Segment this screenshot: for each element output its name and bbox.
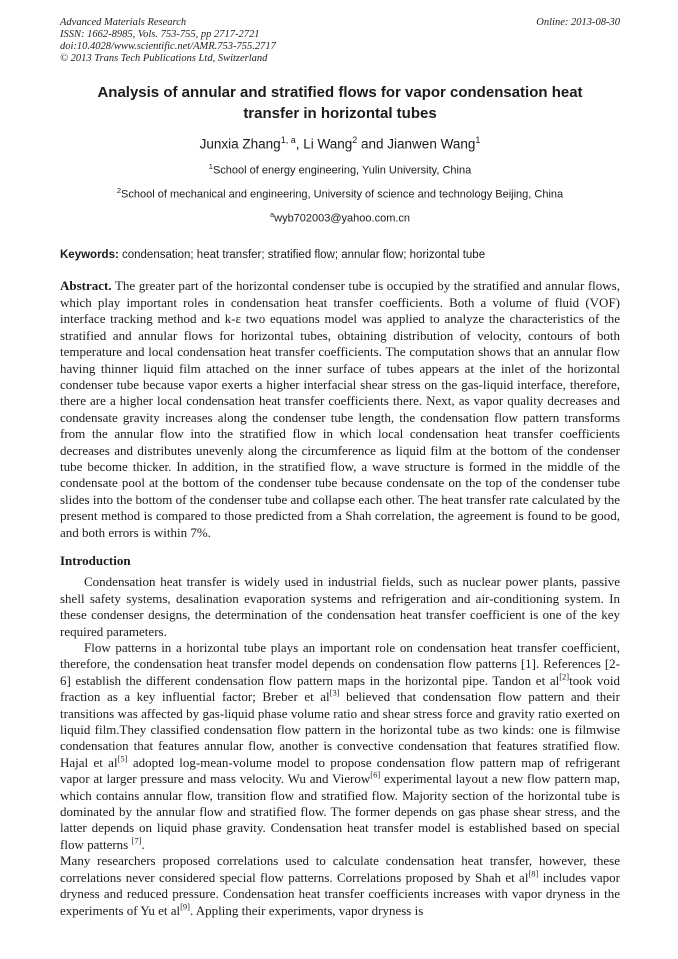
affiliation-1: $^1$School of energy engineering, Yulin University, China [208,161,472,177]
keywords-line [60,249,620,261]
keywords-label: Keywords: [60,249,119,262]
copyright-line: © 2013 Trans Tech Publications Ltd, Switzerland [60,53,268,64]
abstract-text: The greater part of the horizontal condenser tube is occupied by the stratified and annular flows, which play important roles in condensation heat transfer coefficients. Both a volume of fluid (VOF) interface tracking method and k-ε two equations model was applied to analyze the characteristics of the stratified and annular flows for horizontal tubes, obtaining distribution of velocity, contours of both temperature and local condensation heat transfer coefficients. The computation shows that an annular flow having thinner liquid film attached on the inner surface of tubes appears at the inlet of the horizontal condenser tube because vapor exerts a higher interfacial shear stress on the gas-liquid interface, therefore, there are a higher local condensation heat transfer coefficients there. Next, as vapor quality decreases and condensate gravity increases along the condenser tube length, the condensation flow pattern transforms from the annular flow into the stratified flow in which local condensation heat transfer coefficients decreases and distributes unevenly along the circumference as liquid film at the bottom of the condenser tube become thicker. In addition, in the stratified flow, a wave structure is formed in the middle of the condensate pool at the bottom of the condenser tube because condensate on the top of the condenser tube slides into the bottom of the condenser tube and collapse each other. The heat transfer rate calculated by the present method is compared to those predicted from a Shah correlation, the agreement is found to be good, and both errors is within 7%. [60,278,620,540]
abstract-label: Abstract. [60,278,112,294]
author-email: $^a$wyb702003@yahoo.com.cn [269,209,411,225]
intro-paragraph-2: Flow patterns in a horizontal tube plays an important role on condensation heat transfer coefficient, therefore, the condensation heat transfer model depends on condensation flow patterns [1]. References [2-6] establish the different condensation flow pattern maps in the horizontal pipe. Tandon et al[2]took void fraction as a key influential factor; Breber et al[3] believed that condensation flow pattern and their transitions was affected by gas-liquid phase volume ratio and shear stress force and gravity ratio exerted on liquid film.They classified condensation flow pattern in the horizontal tube as two kinds: one is filmwise condensation that features annular flow, another is convective condensation that features stratified flow. Hajal et al[5] adopted log-mean-volume model to propose condensation flow pattern map of refrigerant vapor at larger pressure and mass velocity. Wu and Vierow[6] experimental layout a new flow pattern map, which contains annular flow, transition flow and stratified flow. Majority section of the horizontal tube is dominated by the annular flow and stratified flow. The former depends on gas phase shear stress, and the latter depends on liquid phase gravity. Condensation heat transfer model is established based on special flow patterns [7]. [60,640,620,852]
intro-paragraph-1: Condensation heat transfer is widely used in industrial fields, such as nuclear power plants, passive shell safety systems, desalination evaporation systems and refrigeration and air-conditioning system. In these condenser designs, the determination of the condensation heat transfer coefficient is one of the key required parameters. [60,574,620,639]
abstract-paragraph [60,278,620,541]
introduction-heading: Introduction [60,552,131,568]
paper-title: Analysis of annular and stratified flows for vapor condensation heat transfer in horizontal tubes [97,84,583,122]
online-date: Online: 2013-08-30 [536,17,620,28]
issn-line: ISSN: 1662-8985, Vols. 753-755, pp 2717-2721 [60,29,260,40]
intro-paragraph-3: Many researchers proposed correlations used to calculate condensation heat transfer, however, these correlations never considered special flow patterns. Correlations proposed by Shah et al[8] includes vapor dryness and reduced pressure. Condensation heat transfer coefficients increases with vapor dryness in the experiments of Yu et al[9]. Appling their experiments, vapor dryness is [60,853,621,918]
affiliation-2: $^2$School of mechanical and engineering, University of science and technology Beijing, China [116,186,564,201]
doi-line: doi:10.4028/www.scientific.net/AMR.753-755.2717 [60,41,276,52]
keywords-text: condensation; heat transfer; stratified flow; annular flow; horizontal tube [118,249,486,262]
authors-line: Junxia Zhang$^{1, a}$, Li Wang$^2$ and Jianwen Wang$^1$ [199,135,481,152]
journal-header [60,17,620,65]
journal-name: Advanced Materials Research [60,17,187,28]
